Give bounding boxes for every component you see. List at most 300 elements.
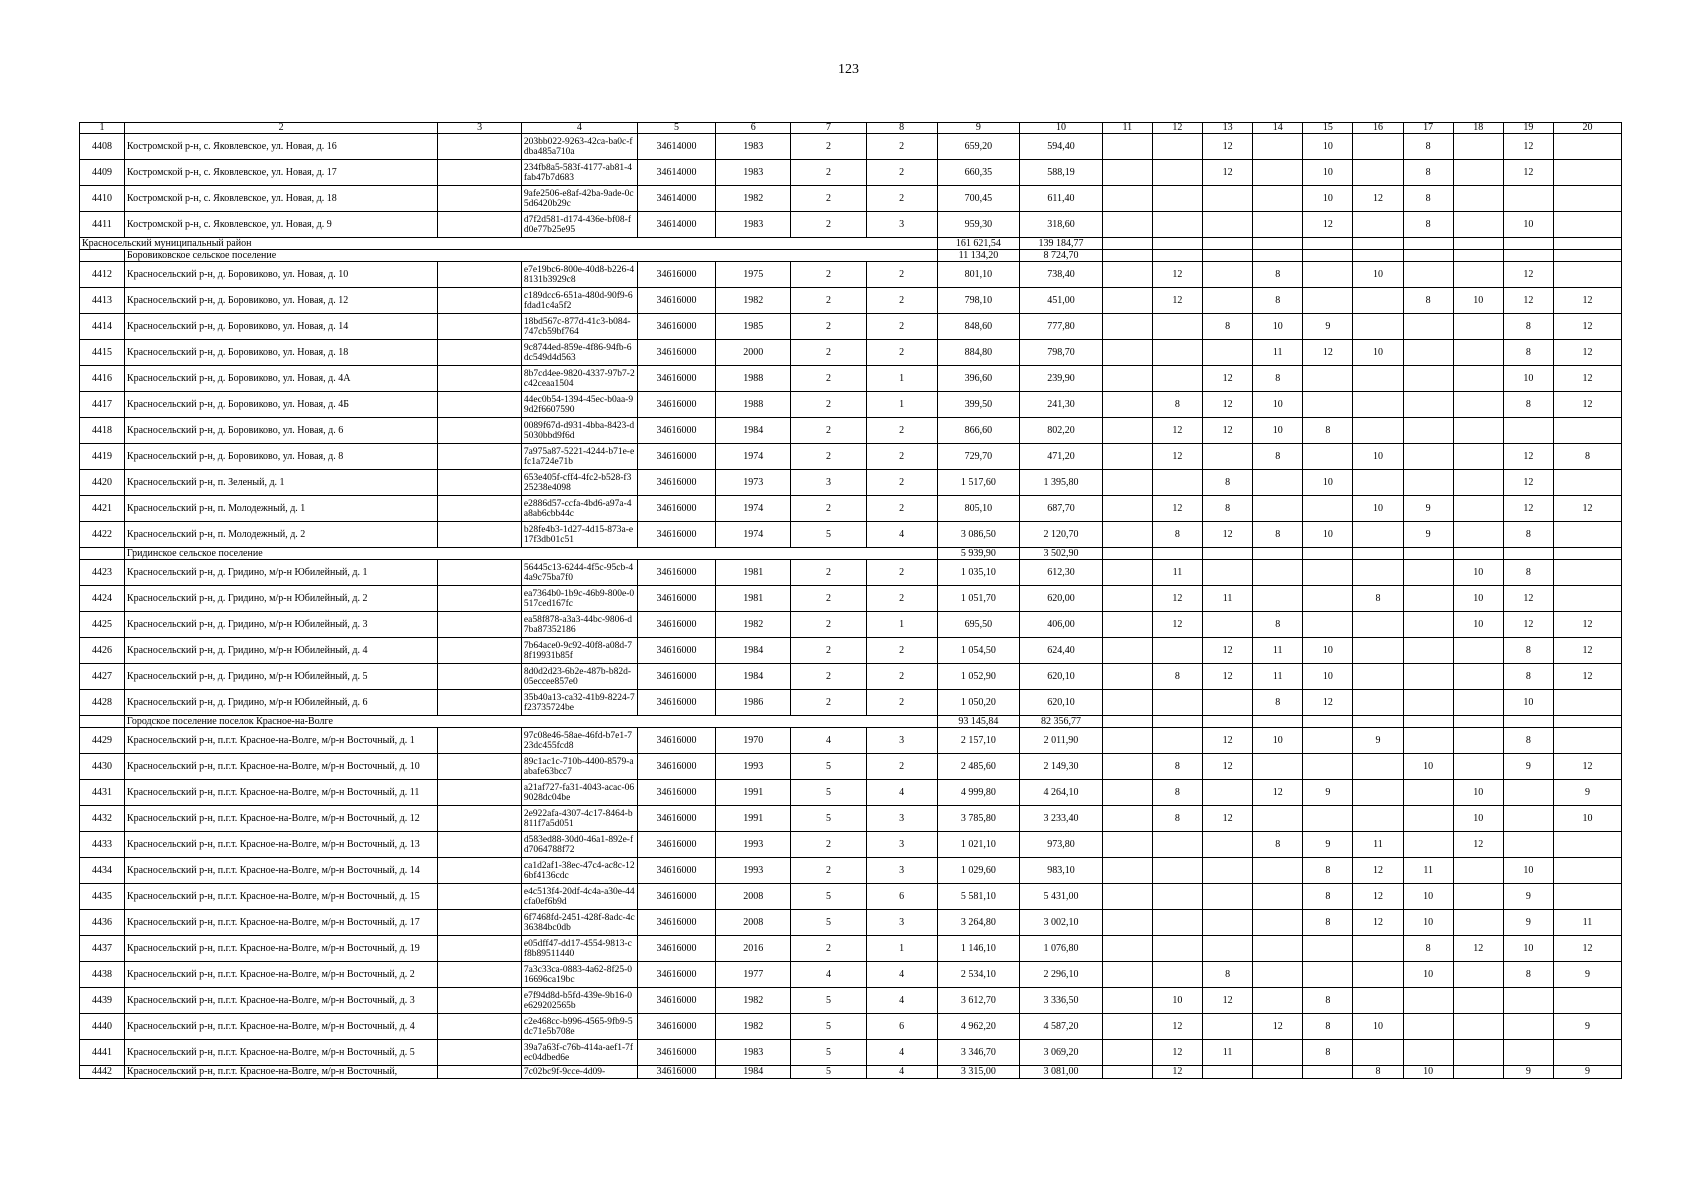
building-guid: 97c08e46-58ae-46fd-b7e1-723dc455fcd8 [521,728,637,754]
empty-cell [1553,548,1621,560]
oktmo-code: 34616000 [637,832,715,858]
work-year-col-19: 12 [1503,612,1553,638]
work-year-col-11 [1102,988,1152,1014]
living-area: 3 233,40 [1020,806,1103,832]
empty-cell [1353,548,1403,560]
floors-count: 2 [791,612,866,638]
work-year-col-19: 9 [1503,910,1553,936]
work-year-col-12: 8 [1152,664,1202,690]
empty-cell [438,1014,522,1040]
total-area: 801,10 [937,262,1020,288]
work-year-col-20: 10 [1553,806,1621,832]
work-year-col-20: 12 [1553,340,1621,366]
oktmo-code: 34616000 [637,392,715,418]
work-year-col-14 [1253,560,1303,586]
section-title: Боровиковское сельское поселение [124,250,937,262]
building-row [80,262,1622,288]
work-year-col-16 [1353,560,1403,586]
total-area: 700,45 [937,186,1020,212]
address-cell: Красносельский р-н, п.г.т. Красное-на-Волге, м/р-н Восточный, д. 19 [124,936,437,962]
work-year-col-18 [1453,754,1503,780]
work-year-col-16: 9 [1353,728,1403,754]
total-area: 1 517,60 [937,470,1020,496]
work-year-col-13 [1203,884,1253,910]
address-cell: Костромской р-н, с. Яковлевское, ул. Новая, д. 18 [124,186,437,212]
work-year-col-15 [1303,288,1353,314]
build-year: 1983 [716,1040,791,1066]
column-number-header: 16 [1353,123,1403,134]
work-year-col-11 [1102,418,1152,444]
work-year-col-18 [1453,522,1503,548]
building-guid: 7a3c33ca-0883-4a62-8f25-016696ca19bc [521,962,637,988]
work-year-col-12: 12 [1152,288,1202,314]
address-cell: Красносельский р-н, п.г.т. Красное-на-Волге, м/р-н Восточный, д. 5 [124,1040,437,1066]
work-year-col-13 [1203,780,1253,806]
entrances-count: 3 [866,832,937,858]
work-year-col-20 [1553,522,1621,548]
work-year-col-17: 8 [1403,134,1453,160]
oktmo-code: 34616000 [637,444,715,470]
work-year-col-14 [1253,496,1303,522]
work-year-col-15 [1303,392,1353,418]
work-year-col-17 [1403,832,1453,858]
building-guid: 44ec0b54-1394-45ec-b0aa-99d2f6607590 [521,392,637,418]
work-year-col-13: 12 [1203,806,1253,832]
work-year-col-15: 12 [1303,690,1353,716]
work-year-col-20: 9 [1553,1014,1621,1040]
work-year-col-11 [1102,754,1152,780]
build-year: 1984 [716,418,791,444]
work-year-col-20 [1553,586,1621,612]
work-year-col-16 [1353,1040,1403,1066]
building-row [80,910,1622,936]
work-year-col-18: 12 [1453,832,1503,858]
total-area: 2 534,10 [937,962,1020,988]
living-area: 624,40 [1020,638,1103,664]
work-year-col-11 [1102,910,1152,936]
work-year-col-12 [1152,470,1202,496]
work-year-col-14: 10 [1253,418,1303,444]
building-guid: ea58f878-a3a3-44bc-9806-d7ba87352186 [521,612,637,638]
empty-cell [1253,250,1303,262]
work-year-col-17: 8 [1403,160,1453,186]
oktmo-code: 34616000 [637,262,715,288]
building-guid: 8b7cd4ee-9820-4337-97b7-2c42ceaa1504 [521,366,637,392]
work-year-col-19 [1503,186,1553,212]
entrances-count: 2 [866,586,937,612]
empty-cell [1152,250,1202,262]
building-row [80,754,1622,780]
empty-cell [438,728,522,754]
total-area: 4 962,20 [937,1014,1020,1040]
work-year-col-18 [1453,160,1503,186]
entrances-count: 6 [866,884,937,910]
work-year-col-12: 12 [1152,496,1202,522]
oktmo-code: 34616000 [637,560,715,586]
work-year-col-17 [1403,664,1453,690]
empty-cell [1553,238,1621,250]
work-year-col-13: 12 [1203,638,1253,664]
work-year-col-16 [1353,288,1403,314]
work-year-col-19: 8 [1503,522,1553,548]
floors-count: 5 [791,1066,866,1079]
work-year-col-18: 10 [1453,780,1503,806]
build-year: 1984 [716,1066,791,1079]
work-year-col-14 [1253,160,1303,186]
work-year-col-15 [1303,586,1353,612]
work-year-col-13: 8 [1203,314,1253,340]
address-cell: Красносельский р-н, п.г.т. Красное-на-Волге, м/р-н Восточный, д. 11 [124,780,437,806]
empty-cell [438,754,522,780]
empty-cell [438,638,522,664]
empty-cell [1152,716,1202,728]
build-year: 1974 [716,444,791,470]
work-year-col-17 [1403,470,1453,496]
work-year-col-16 [1353,690,1403,716]
empty-cell [1253,548,1303,560]
work-year-col-19: 9 [1503,884,1553,910]
address-cell: Красносельский р-н, п.г.т. Красное-на-Волге, м/р-н Восточный, д. 3 [124,988,437,1014]
building-guid: 9afe2506-e8af-42ba-9ade-0c5d6420b29c [521,186,637,212]
row-number: 4428 [80,690,125,716]
row-number: 4430 [80,754,125,780]
work-year-col-12: 8 [1152,806,1202,832]
work-year-col-14 [1253,806,1303,832]
section-title: Гридинское сельское поселение [124,548,937,560]
floors-count: 2 [791,160,866,186]
oktmo-code: 34616000 [637,910,715,936]
building-guid: 7b64ace0-9c92-40f8-a08d-78f19931b85f [521,638,637,664]
address-cell: Красносельский р-н, п.г.т. Красное-на-Волге, м/р-н Восточный, д. 17 [124,910,437,936]
work-year-col-13 [1203,340,1253,366]
work-year-col-11 [1102,496,1152,522]
row-number: 4441 [80,1040,125,1066]
floors-count: 2 [791,134,866,160]
floors-count: 2 [791,418,866,444]
building-row [80,444,1622,470]
empty-cell [438,690,522,716]
work-year-col-17: 8 [1403,936,1453,962]
building-row [80,186,1622,212]
work-year-col-16 [1353,962,1403,988]
floors-count: 2 [791,392,866,418]
entrances-count: 1 [866,392,937,418]
living-area: 687,70 [1020,496,1103,522]
work-year-col-11 [1102,212,1152,238]
address-cell: Красносельский р-н, д. Боровиково, ул. Новая, д. 6 [124,418,437,444]
empty-cell [1102,238,1152,250]
work-year-col-18 [1453,884,1503,910]
row-number: 4413 [80,288,125,314]
work-year-col-19: 10 [1503,936,1553,962]
work-year-col-16 [1353,664,1403,690]
total-area: 1 051,70 [937,586,1020,612]
work-year-col-18 [1453,186,1503,212]
column-number-header: 9 [937,123,1020,134]
living-area: 973,80 [1020,832,1103,858]
row-number: 4416 [80,366,125,392]
work-year-col-14 [1253,1040,1303,1066]
work-year-col-20 [1553,560,1621,586]
total-area: 1 029,60 [937,858,1020,884]
work-year-col-11 [1102,858,1152,884]
work-year-col-11 [1102,314,1152,340]
column-number-header: 18 [1453,123,1503,134]
build-year: 1993 [716,858,791,884]
floors-count: 5 [791,522,866,548]
work-year-col-17: 10 [1403,884,1453,910]
floors-count: 2 [791,664,866,690]
work-year-col-19: 12 [1503,470,1553,496]
work-year-col-17 [1403,340,1453,366]
work-year-col-18: 10 [1453,586,1503,612]
total-area: 729,70 [937,444,1020,470]
work-year-col-14: 11 [1253,340,1303,366]
work-year-col-20: 11 [1553,910,1621,936]
building-row [80,1014,1622,1040]
building-guid: e7e19bc6-800e-40d8-b226-48131b3929c8 [521,262,637,288]
work-year-col-11 [1102,638,1152,664]
work-year-col-12 [1152,212,1202,238]
total-area: 3 264,80 [937,910,1020,936]
work-year-col-12 [1152,728,1202,754]
building-row [80,612,1622,638]
work-year-col-11 [1102,160,1152,186]
work-year-col-16: 8 [1353,1066,1403,1079]
row-number: 4426 [80,638,125,664]
oktmo-code: 34616000 [637,366,715,392]
building-guid: 39a7a63f-c76b-414a-aef1-7fec04dbed6e [521,1040,637,1066]
work-year-col-11 [1102,586,1152,612]
floors-count: 5 [791,780,866,806]
entrances-count: 4 [866,988,937,1014]
row-number: 4439 [80,988,125,1014]
subtotal-row [80,250,1622,262]
empty-cell [438,418,522,444]
work-year-col-12 [1152,366,1202,392]
work-year-col-17 [1403,560,1453,586]
empty-cell [80,250,125,262]
build-year: 1977 [716,962,791,988]
building-row [80,496,1622,522]
work-year-col-14: 8 [1253,262,1303,288]
work-year-col-15: 9 [1303,780,1353,806]
work-year-col-17: 10 [1403,962,1453,988]
subtotal-row [80,716,1622,728]
work-year-col-19: 8 [1503,664,1553,690]
work-year-col-15 [1303,612,1353,638]
build-year: 1982 [716,612,791,638]
empty-cell [80,716,125,728]
empty-cell [438,1040,522,1066]
total-area: 1 052,90 [937,664,1020,690]
row-number: 4408 [80,134,125,160]
empty-cell [438,134,522,160]
work-year-col-15: 10 [1303,638,1353,664]
work-year-col-15: 12 [1303,212,1353,238]
building-guid: 234fb8a5-583f-4177-ab81-4fab47b7d683 [521,160,637,186]
total-area: 884,80 [937,340,1020,366]
work-year-col-18 [1453,392,1503,418]
entrances-count: 2 [866,314,937,340]
total-area: 660,35 [937,160,1020,186]
section-title: Городское поселение поселок Красное-на-Волге [124,716,937,728]
work-year-col-16 [1353,988,1403,1014]
empty-cell [438,522,522,548]
build-year: 1985 [716,314,791,340]
living-area: 3 002,10 [1020,910,1103,936]
empty-cell [438,160,522,186]
build-year: 2008 [716,910,791,936]
work-year-col-13 [1203,690,1253,716]
column-number-header: 10 [1020,123,1103,134]
column-number-header: 14 [1253,123,1303,134]
living-area: 802,20 [1020,418,1103,444]
column-number-header: 17 [1403,123,1453,134]
work-year-col-18 [1453,858,1503,884]
empty-cell [1253,238,1303,250]
work-year-col-14 [1253,936,1303,962]
work-year-col-16 [1353,418,1403,444]
work-year-col-13: 12 [1203,366,1253,392]
building-guid: b28fe4b3-1d27-4d15-873a-e17f3db01c51 [521,522,637,548]
row-number: 4421 [80,496,125,522]
row-number: 4436 [80,910,125,936]
row-number: 4420 [80,470,125,496]
total-area: 695,50 [937,612,1020,638]
row-number: 4419 [80,444,125,470]
work-year-col-11 [1102,690,1152,716]
address-cell: Красносельский р-н, п.г.т. Красное-на-Волге, м/р-н Восточный, д. 10 [124,754,437,780]
address-cell: Красносельский р-н, п. Молодежный, д. 2 [124,522,437,548]
work-year-col-15: 10 [1303,134,1353,160]
floors-count: 2 [791,586,866,612]
build-year: 1983 [716,212,791,238]
work-year-col-17 [1403,780,1453,806]
build-year: 2008 [716,884,791,910]
work-year-col-17 [1403,690,1453,716]
empty-cell [438,186,522,212]
empty-cell [1152,548,1202,560]
work-year-col-20 [1553,884,1621,910]
living-area: 318,60 [1020,212,1103,238]
building-guid: e7f94d8d-b5fd-439e-9b16-0e629202565b [521,988,637,1014]
work-year-col-18 [1453,366,1503,392]
work-year-col-13: 8 [1203,470,1253,496]
floors-count: 5 [791,910,866,936]
empty-cell [438,962,522,988]
oktmo-code: 34616000 [637,664,715,690]
work-year-col-13: 12 [1203,418,1253,444]
empty-cell [1203,238,1253,250]
oktmo-code: 34614000 [637,160,715,186]
work-year-col-20 [1553,470,1621,496]
build-year: 1970 [716,728,791,754]
work-year-col-19: 9 [1503,754,1553,780]
empty-cell [1353,238,1403,250]
work-year-col-19 [1503,780,1553,806]
total-area: 805,10 [937,496,1020,522]
building-guid: 2e922afa-4307-4c17-8464-b811f7a5d051 [521,806,637,832]
empty-cell [1353,250,1403,262]
entrances-count: 4 [866,522,937,548]
building-row [80,1066,1622,1079]
empty-cell [438,496,522,522]
work-year-col-19: 12 [1503,134,1553,160]
building-guid: 6f7468fd-2451-428f-8adc-4c36384bc0db [521,910,637,936]
entrances-count: 6 [866,1014,937,1040]
entrances-count: 3 [866,728,937,754]
work-year-col-19 [1503,1014,1553,1040]
row-number: 4424 [80,586,125,612]
empty-cell [438,212,522,238]
work-year-col-19 [1503,418,1553,444]
column-number-header: 2 [124,123,437,134]
work-year-col-11 [1102,366,1152,392]
work-year-col-12 [1152,962,1202,988]
total-area: 396,60 [937,366,1020,392]
work-year-col-17: 9 [1403,522,1453,548]
row-number: 4412 [80,262,125,288]
total-area: 1 050,20 [937,690,1020,716]
empty-cell [438,444,522,470]
empty-cell [1503,238,1553,250]
work-year-col-11 [1102,134,1152,160]
subtotal-total-area: 161 621,54 [937,238,1020,250]
address-cell: Красносельский р-н, д. Боровиково, ул. Новая, д. 4А [124,366,437,392]
work-year-col-20 [1553,262,1621,288]
oktmo-code: 34616000 [637,1040,715,1066]
work-year-col-16 [1353,806,1403,832]
row-number: 4442 [80,1066,125,1079]
work-year-col-15: 8 [1303,884,1353,910]
entrances-count: 1 [866,936,937,962]
work-year-col-16 [1353,470,1403,496]
empty-cell [438,936,522,962]
build-year: 1974 [716,496,791,522]
work-year-col-13: 12 [1203,392,1253,418]
work-year-col-17: 10 [1403,910,1453,936]
work-year-col-14 [1253,586,1303,612]
oktmo-code: 34616000 [637,522,715,548]
living-area: 612,30 [1020,560,1103,586]
work-year-col-11 [1102,780,1152,806]
work-year-col-13: 12 [1203,664,1253,690]
entrances-count: 1 [866,366,937,392]
living-area: 3 336,50 [1020,988,1103,1014]
address-cell: Красносельский р-н, д. Боровиково, ул. Новая, д. 8 [124,444,437,470]
work-year-col-12: 8 [1152,780,1202,806]
work-year-col-16: 10 [1353,262,1403,288]
column-number-header: 13 [1203,123,1253,134]
entrances-count: 2 [866,160,937,186]
empty-cell [1303,716,1353,728]
build-year: 1982 [716,988,791,1014]
work-year-col-20: 9 [1553,780,1621,806]
work-year-col-16: 12 [1353,858,1403,884]
work-year-col-13: 12 [1203,134,1253,160]
work-year-col-12: 12 [1152,586,1202,612]
entrances-count: 2 [866,288,937,314]
work-year-col-17 [1403,262,1453,288]
work-year-col-14: 10 [1253,392,1303,418]
work-year-col-18: 12 [1453,936,1503,962]
build-year: 1988 [716,392,791,418]
living-area: 406,00 [1020,612,1103,638]
work-year-col-13: 11 [1203,586,1253,612]
work-year-col-12: 8 [1152,392,1202,418]
building-guid: 35b40a13-ca32-41b9-8224-7f23735724be [521,690,637,716]
